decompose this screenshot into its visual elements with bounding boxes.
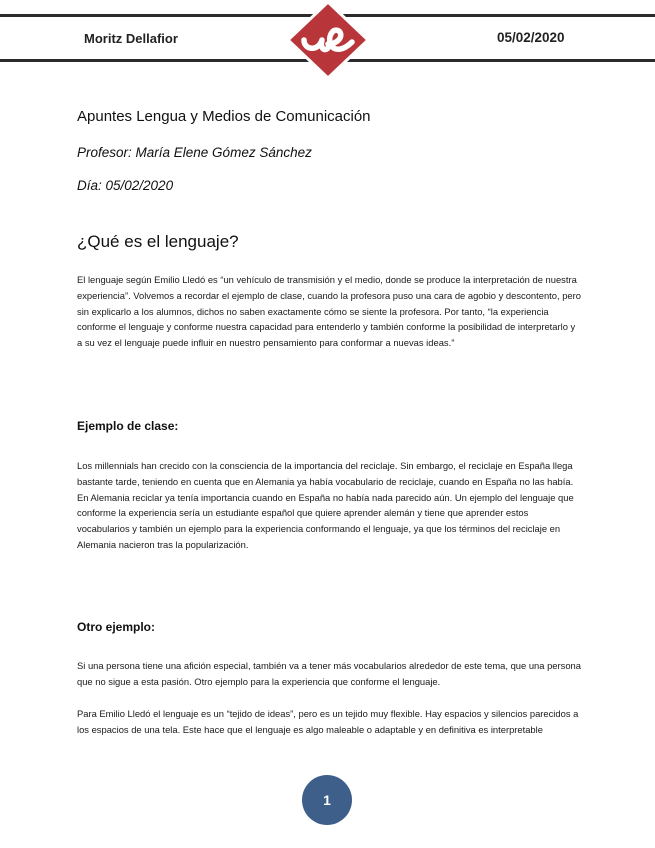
section-heading: ¿Qué es el lenguaje?	[77, 232, 239, 251]
subheading-ejemplo-clase: Ejemplo de clase:	[77, 419, 179, 433]
paragraph-ejemplo-clase: Los millennials han crecido con la consciencia de la importancia del reciclaje. Sin embargo, el reciclaje en España llega bastante tarde, teniendo en cuenta que en Alemania ya había vocabulario de reciclaje, cuando en España no las había. En Alemania reciclar ya tenía importancia cuando en España no había nada parecido aún. Un ejemplo del lenguaje que conforme la experiencia sería un estudiante español que quiere aprender alemán y tiene que aprender estos vocabularios y también un ejemplo para la experiencia conformando el lenguaje, ya que los términos del reciclaje en Alemania nacieron tras la popularización.	[77, 460, 574, 550]
professor-line: Profesor: María Elene Gómez Sánchez	[77, 145, 312, 160]
date-line: Día: 05/02/2020	[77, 178, 174, 193]
paragraph-otro-ejemplo: Si una persona tiene una afición especial, también va a tener más vocabularios alrededor de este tema, que una persona que no sigue a esta pasión. Otro ejemplo para la experiencia que conforme el lenguaje.	[77, 660, 581, 687]
university-logo-icon	[284, 0, 372, 80]
document-title: Apuntes Lengua y Medios de Comunicación	[77, 108, 371, 125]
subheading-otro-ejemplo: Otro ejemplo:	[77, 620, 156, 634]
paragraph-definition: El lenguaje según Emilio Lledó es “un vehículo de transmisión y el medio, donde se produce la interpretación de nuestra experiencia”. Volvemos a recordar el ejemplo de clase, cuando la profesora puso una cara de agobio y descontento, pero sin explicarlo a los alumnos, dichos no saben exactamente cómo se siente la profesora. Por tanto, “la experiencia conforme el lenguaje y conforme nuestra capacidad para entenderlo y también conforme la posibilidad de interpretarlo y a su vez el lenguaje puede influir en nuestro pensamiento para conformar a nuevas ideas.”	[77, 274, 581, 349]
header-date: 05/02/2020	[497, 30, 565, 45]
page-number-badge: 1	[302, 775, 352, 825]
paragraph-tejido-ideas: Para Emilio Lledó el lenguaje es un “tejido de ideas”, pero es un tejido muy flexible. Hay espacios y silencios parecidos a los espacios de una tela. Este hace que el lenguaje es algo maleable o adaptable y en definitiva es interpretable	[77, 708, 579, 735]
header-author: Moritz Dellafior	[84, 31, 178, 46]
